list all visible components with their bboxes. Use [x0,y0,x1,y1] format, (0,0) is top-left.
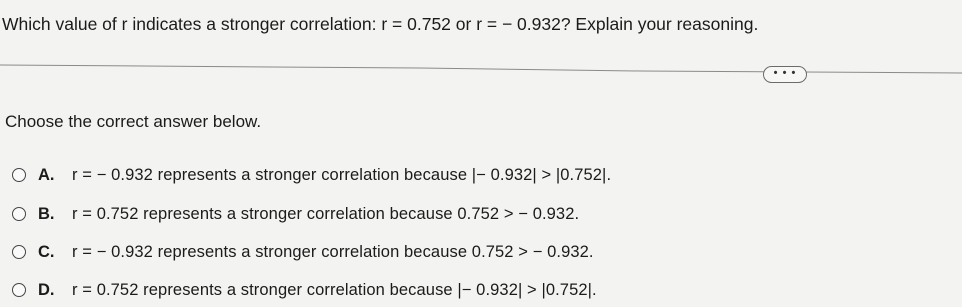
divider-line [0,64,962,74]
question-text: Which value of r indicates a stronger correlation: r = 0.752 or r = − 0.932? Explain your reasoning. [2,14,759,34]
option-letter-d: D. [38,280,55,299]
option-text-c: r = − 0.932 represents a stronger correlation because 0.752 > − 0.932. [72,242,594,261]
answer-option-a[interactable] [12,163,611,187]
option-text-b: r = 0.752 represents a stronger correlation because 0.752 > − 0.932. [72,204,580,223]
option-letter-c: C. [38,242,55,261]
option-letter-b: B. [38,204,55,223]
radio-button-c[interactable] [12,245,26,259]
more-options-label: • • • [773,66,797,79]
radio-button-b[interactable] [12,207,26,221]
answer-option-c[interactable] [12,240,594,264]
option-letter-a: A. [38,165,55,184]
option-text-a: r = − 0.932 represents a stronger correlation because |− 0.932| > |0.752|. [72,165,612,184]
instruction-text: Choose the correct answer below. [5,112,262,131]
answer-option-b[interactable] [12,202,579,226]
answer-option-d[interactable] [12,278,597,302]
radio-button-a[interactable] [12,168,26,182]
option-text-d: r = 0.752 represents a stronger correlation because |− 0.932| > |0.752|. [72,280,597,299]
more-options-button[interactable] [763,66,807,83]
radio-button-d[interactable] [12,283,26,297]
